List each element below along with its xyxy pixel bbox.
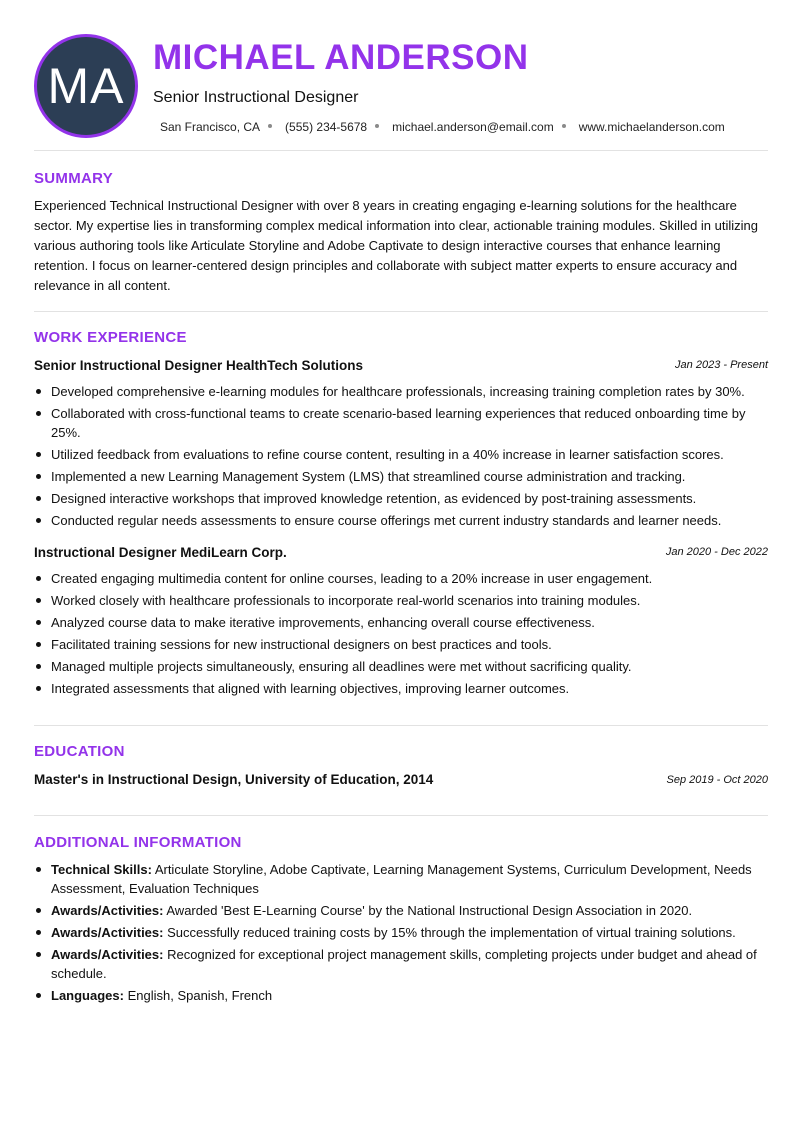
divider — [34, 725, 768, 726]
divider — [34, 815, 768, 816]
list-item: Integrated assessments that aligned with learning objectives, improving learner outcomes. — [34, 679, 768, 698]
info-text: Recognized for exceptional project management skills, completing projects under budget and ahead of schedule. — [51, 947, 757, 981]
separator-dot — [268, 124, 272, 128]
list-item: Implemented a new Learning Management System (LMS) that streamlined course administration and tracking. — [34, 467, 768, 486]
list-item: Facilitated training sessions for new instructional designers on best practices and tools. — [34, 635, 768, 654]
candidate-title: Senior Instructional Designer — [153, 89, 359, 106]
info-label: Awards/Activities: — [51, 947, 164, 962]
list-item — [34, 945, 768, 983]
info-text: Articulate Storyline, Adobe Captivate, Learning Management Systems, Curriculum Development, Needs Assessment, Evaluation Techniques — [51, 862, 752, 896]
list-item: Created engaging multimedia content for online courses, leading to a 20% increase in user engagement. — [34, 569, 768, 588]
job-bullets — [34, 569, 768, 701]
info-text: English, Spanish, French — [123, 988, 273, 1003]
contact-website[interactable]: www.michaelanderson.com — [578, 120, 725, 134]
job-dates: Jan 2020 - Dec 2022 — [665, 546, 768, 558]
resume-header — [34, 34, 768, 139]
info-label: Awards/Activities: — [51, 925, 164, 940]
info-label: Technical Skills: — [51, 862, 152, 877]
separator-dot — [375, 124, 379, 128]
education-dates: Sep 2019 - Oct 2020 — [666, 774, 768, 786]
candidate-name: MICHAEL ANDERSON — [153, 38, 529, 77]
info-text: Successfully reduced training costs by 15% through the implementation of virtual training solutions. — [163, 925, 736, 940]
job-role: Instructional Designer MediLearn Corp. — [34, 545, 287, 560]
list-item — [34, 986, 768, 1005]
list-item: Analyzed course data to make iterative improvements, enhancing overall course effectiveness. — [34, 613, 768, 632]
list-item: Developed comprehensive e-learning modules for healthcare professionals, increasing training completion rates by 30%. — [34, 382, 768, 401]
separator-dot — [562, 124, 566, 128]
list-item: Conducted regular needs assessments to ensure course offerings met current industry standards and learner needs. — [34, 511, 768, 530]
info-text: Awarded 'Best E-Learning Course' by the National Instructional Design Association in 2020. — [163, 903, 693, 918]
education-degree: Master's in Instructional Design, University of Education, 2014 — [34, 772, 434, 787]
contact-email[interactable]: michael.anderson@email.com — [392, 120, 554, 134]
avatar-initials: MA — [47, 58, 125, 114]
divider — [34, 311, 768, 312]
job-dates: Jan 2023 - Present — [675, 359, 768, 371]
additional-info-heading: ADDITIONAL INFORMATION — [34, 834, 242, 851]
list-item: Worked closely with healthcare professionals to incorporate real-world scenarios into training modules. — [34, 591, 768, 610]
divider — [34, 150, 768, 151]
additional-info-list — [34, 860, 768, 1008]
info-label: Awards/Activities: — [51, 903, 164, 918]
avatar — [34, 34, 138, 138]
education-heading: EDUCATION — [34, 743, 125, 760]
list-item — [34, 901, 768, 920]
list-item: Designed interactive workshops that improved knowledge retention, as evidenced by post-training assessments. — [34, 489, 768, 508]
list-item — [34, 860, 768, 898]
contact-location: San Francisco, CA — [160, 120, 261, 134]
education-entry — [34, 772, 768, 790]
list-item: Managed multiple projects simultaneously, ensuring all deadlines were met without sacrificing quality. — [34, 657, 768, 676]
job-header — [34, 545, 768, 563]
summary-text: Experienced Technical Instructional Designer with over 8 years in creating engaging e-learning solutions for the healthcare sector. My expertise lies in transforming complex medical information into clear, actionable training modules. Skilled in utilizing various authoring tools like Articulate Storyline and Adobe Captivate to design interactive courses that enhance learning retention. I focus on learner-centered design principles and collaborate with subject matter experts to ensure accuracy and relevance in all content. — [34, 198, 759, 293]
list-item: Utilized feedback from evaluations to refine course content, resulting in a 40% increase in learner satisfaction scores. — [34, 445, 768, 464]
list-item: Collaborated with cross-functional teams to create scenario-based learning experiences that reduced onboarding time by 25%. — [34, 404, 768, 442]
summary-heading: SUMMARY — [34, 170, 114, 187]
job-role: Senior Instructional Designer HealthTech Solutions — [34, 358, 364, 373]
job-bullets — [34, 382, 768, 533]
job-header — [34, 358, 768, 376]
contact-info — [160, 120, 725, 134]
work-experience-heading: WORK EXPERIENCE — [34, 329, 187, 346]
info-label: Languages: — [51, 988, 124, 1003]
list-item — [34, 923, 768, 942]
contact-phone: (555) 234-5678 — [285, 120, 368, 134]
